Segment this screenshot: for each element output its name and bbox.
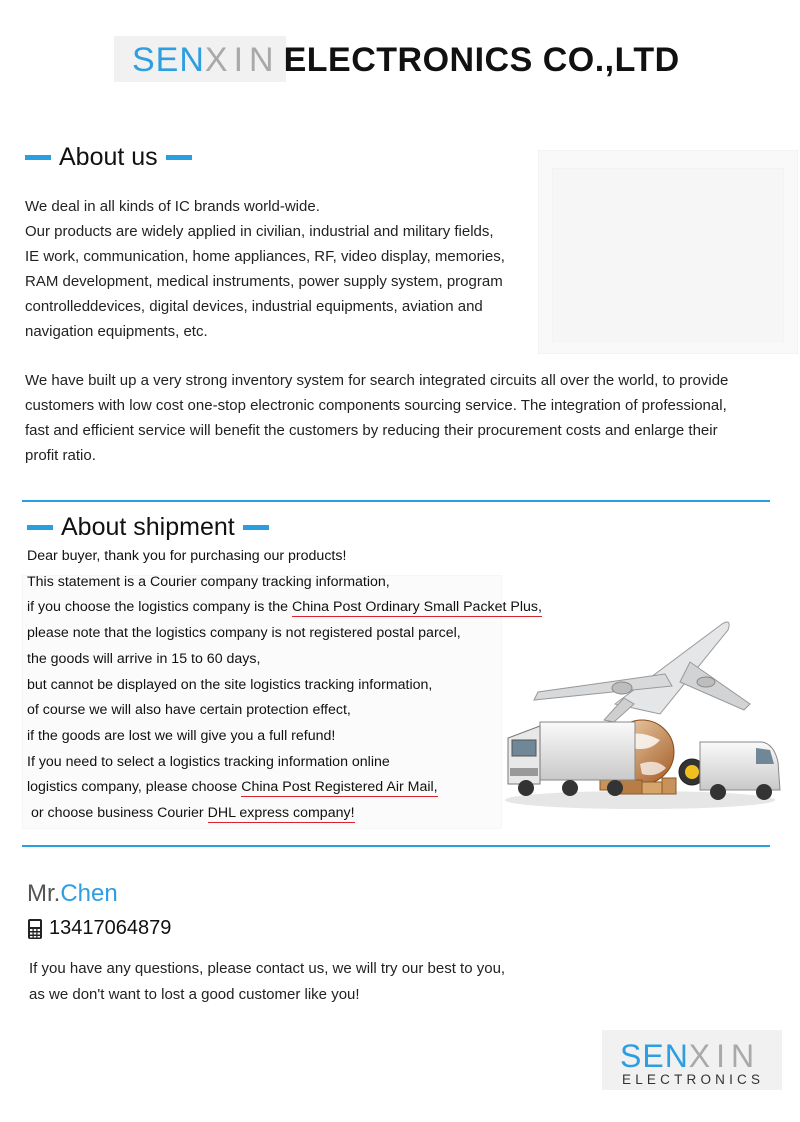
about-inventory-line: fast and efficient service will benefit the customers by reducing their procurement costs and enlarge their [25, 422, 718, 439]
section-divider [22, 845, 770, 847]
contact-note [29, 956, 505, 1008]
delivery-van-icon [700, 742, 780, 800]
about-shipment-title: About shipment [61, 513, 235, 541]
shipment-line: the goods will arrive in 15 to 60 days, [27, 650, 261, 667]
shipment-line: If you need to select a logistics tracking information online [27, 753, 390, 770]
faint-image-inner [552, 168, 784, 342]
contact-phone [27, 917, 171, 940]
contact-surname: Chen [60, 880, 118, 907]
page-header [132, 40, 680, 80]
logistics-illustration [500, 612, 790, 812]
shipment-line: but cannot be displayed on the site logistics tracking information, [27, 676, 433, 693]
footer-logo [620, 1038, 760, 1074]
shipment-line: Dear buyer, thank you for purchasing our products! [27, 548, 347, 564]
company-name: ELECTRONICS CO.,LTD [283, 41, 680, 79]
shipment-line: This statement is a Courier company tracking information, [27, 573, 390, 590]
about-us-title: About us [59, 143, 158, 171]
shipment-statement [27, 544, 542, 827]
footer-electronics: ELECTRONICS [622, 1072, 765, 1087]
phone-number[interactable]: 13417064879 [49, 917, 172, 939]
heading-dash-right [166, 155, 192, 160]
semi-truck-icon [508, 722, 635, 796]
shipment-line: if the goods are lost we will give you a full refund! [27, 727, 336, 744]
about-intro [25, 194, 505, 344]
about-intro-line: navigation equipments, etc. [25, 323, 208, 340]
heading-dash-left [25, 155, 51, 160]
heading-dash-right [243, 525, 269, 530]
shipment-line-text: logistics company, please choose [27, 779, 242, 796]
shipment-line: please note that the logistics company is not registered postal parcel, [27, 625, 461, 642]
about-intro-line: We deal in all kinds of IC brands world-wide. [25, 198, 320, 215]
dhl-express-highlight: DHL express company! [207, 805, 355, 822]
shipment-line-text: or choose business Courier [27, 805, 208, 822]
heading-dash-left [27, 525, 53, 530]
airplane-icon [534, 622, 750, 722]
footer-sen: SEN [620, 1038, 689, 1074]
shipment-line [27, 595, 542, 621]
brand-sen: SEN [132, 41, 205, 79]
about-intro-line: RAM development, medical instruments, power supply system, program [25, 273, 503, 290]
about-inventory-line: customers with low cost one-stop electronic components sourcing service. The integration of professional, [25, 397, 727, 414]
shipment-line [27, 775, 542, 801]
shipment-line: of course we will also have certain protection effect, [27, 702, 351, 719]
mobile-phone-icon [27, 918, 43, 940]
footer-xin: XIN [688, 1038, 761, 1074]
about-intro-line: Our products are widely applied in civilian, industrial and military fields, [25, 223, 494, 240]
contact-name [27, 880, 118, 908]
shipment-line-text: if you choose the logistics company is the [27, 599, 292, 616]
contact-note-line: If you have any questions, please contact us, we will try our best to you, [29, 960, 506, 977]
about-shipment-heading [27, 512, 269, 542]
brand-xin: XIN [204, 41, 280, 79]
registered-air-mail-highlight: China Post Registered Air Mail, [241, 779, 438, 796]
about-us-heading [25, 142, 192, 172]
about-intro-line: IE work, communication, home appliances, RF, video display, memories, [25, 248, 505, 265]
ordinary-packet-highlight: China Post Ordinary Small Packet Plus, [291, 599, 542, 616]
shipment-line [27, 801, 542, 827]
contact-note-line: as we don't want to lost a good customer like you! [29, 986, 360, 1003]
about-inventory-line: We have built up a very strong inventory system for search integrated circuits all over the world, to provide [25, 372, 729, 389]
contact-title: Mr. [27, 880, 61, 907]
about-intro-line: controlleddevices, digital devices, industrial equipments, aviation and [25, 298, 483, 315]
about-inventory-line: profit ratio. [25, 447, 96, 464]
section-divider [22, 500, 770, 502]
about-inventory [25, 368, 728, 468]
